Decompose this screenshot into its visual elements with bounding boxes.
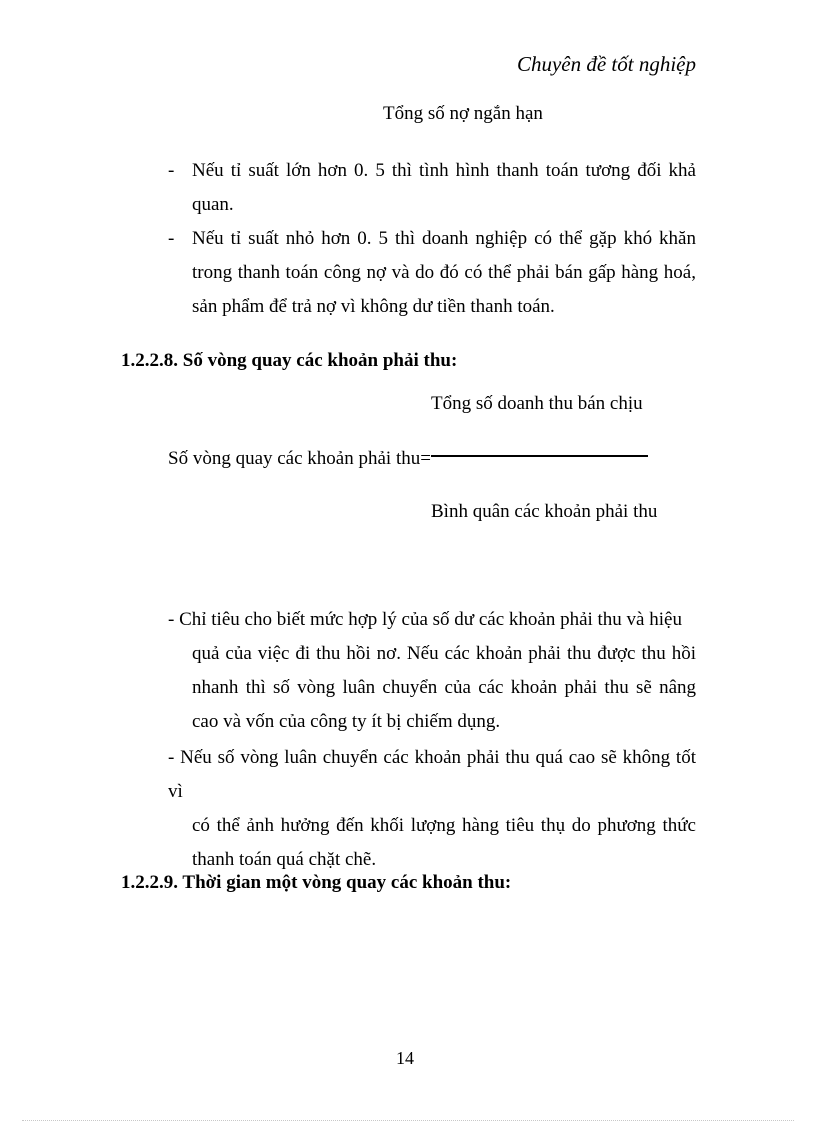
bullet-text: Nếu tỉ suất lớn hơn 0. 5 thì tình hình thanh toán tương đối khả quan. xyxy=(192,160,696,215)
bullet-first-line: - Chỉ tiêu cho biết mức hợp lý của số dư các khoản phải thu và hiệu xyxy=(168,609,682,630)
page-number: 14 xyxy=(396,1048,414,1068)
previous-formula-denominator: Tổng số nợ ngắn hạn xyxy=(383,103,543,124)
list-item xyxy=(168,154,696,222)
formula-denominator: Bình quân các khoản phải thu xyxy=(431,501,658,522)
list-item xyxy=(168,222,696,324)
section-heading-1228: 1.2.2.8. Số vòng quay các khoản phải thu: xyxy=(121,350,458,371)
bullet-continuation: có thể ảnh hưởng đến khối lượng hàng tiêu thụ do phương thức thanh toán quá chặt chẽ. xyxy=(192,815,696,870)
bullet-dash: - xyxy=(168,228,175,249)
fraction-bar xyxy=(431,455,648,457)
bullet-first-line: - Nếu số vòng luân chuyển các khoản phải thu quá cao sẽ không tốt vì xyxy=(168,747,696,802)
formula-lhs: Số vòng quay các khoản phải thu= xyxy=(168,448,431,469)
running-header-title: Chuyên đề tốt nghiệp xyxy=(516,52,696,76)
formula-numerator: Tổng số doanh thu bán chịu xyxy=(431,393,643,414)
section-heading-1229: 1.2.2.9. Thời gian một vòng quay các khoản thu: xyxy=(121,872,512,893)
bullet-continuation: quả của việc đi thu hồi nơ. Nếu các khoản phải thu được thu hồi nhanh thì số vòng luân chuyển của các khoản phải thu sẽ nâng cao và vốn của công ty ít bị chiếm dụng. xyxy=(192,643,696,732)
page-bottom-divider xyxy=(22,1120,794,1121)
bullet-dash: - xyxy=(168,160,175,181)
bullet-text: Nếu tỉ suất nhỏ hơn 0. 5 thì doanh nghiệp có thể gặp khó khăn trong thanh toán công nợ và do đó có thể phải bán gấp hàng hoá, sản phẩm để trả nợ vì không dư tiền thanh toán. xyxy=(192,228,696,317)
list-item xyxy=(168,603,696,739)
list-item xyxy=(168,741,696,877)
